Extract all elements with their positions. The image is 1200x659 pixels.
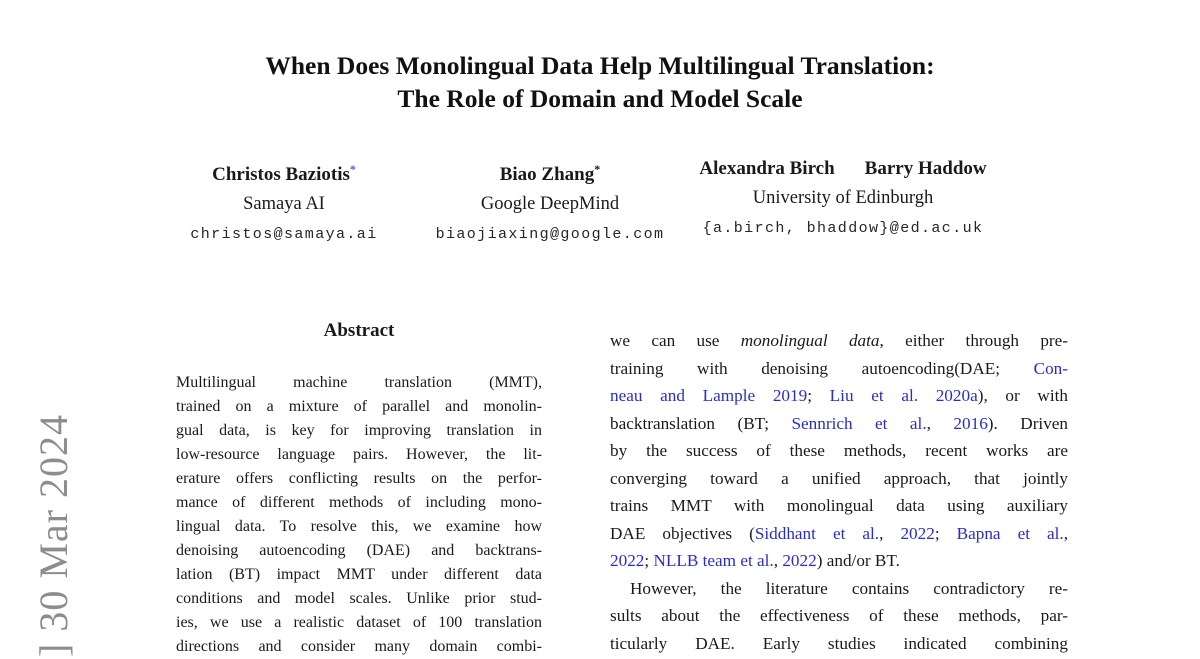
text-segment: trains MMT with monolingual data using auxiliary [610, 496, 1068, 515]
abstract-line: directions and consider many domain combi- [176, 638, 542, 655]
text-line [610, 602, 1068, 630]
italic-phrase: monolingual data [740, 331, 880, 350]
citation-link[interactable]: NLLB team et al. [653, 551, 774, 570]
text-segment: we can use [610, 331, 741, 350]
author-name-text: Christos Baziotis [212, 164, 350, 185]
paper-title-line-2: The Role of Domain and Model Scale [397, 84, 803, 113]
author-name-row [436, 158, 665, 186]
abstract-line: denoising autoencoding (DAE) and backtrans- [176, 542, 542, 559]
citation-link[interactable]: Bapna et al. [956, 523, 1064, 543]
text-segment: ; [644, 551, 654, 570]
author-affiliation: University of Edinburgh [752, 188, 934, 208]
text-line [610, 520, 1068, 548]
footnote-asterisk[interactable]: * [349, 162, 356, 176]
footnote-asterisk: * [594, 162, 601, 176]
citation-link[interactable]: 2022 [782, 551, 817, 570]
author-name-text: Biao Zhang [499, 164, 595, 185]
author-email: biaojiaxing@google.com [435, 226, 665, 243]
text-segment: sults about the effectiveness of these methods, par- [610, 606, 1068, 625]
paper-title-line-1: When Does Monolingual Data Help Multilingual Translation: [265, 51, 935, 80]
citation-link[interactable]: neau and Lample 2019 [610, 386, 808, 405]
text-line [610, 327, 1068, 355]
abstract-line: conditions and model scales. Unlike prior stud- [176, 590, 542, 607]
text-segment: ), or with [977, 386, 1068, 405]
author-affiliation: Google DeepMind [480, 194, 620, 214]
text-segment: ticularly DAE. Early studies indicated combining [610, 633, 1068, 653]
author-block-zhang [436, 158, 665, 243]
abstract-line: lation (BT) impact MMT under different data [176, 566, 542, 583]
author-email: {a.birch, bhaddow}@ed.ac.uk [702, 220, 984, 237]
text-segment: , [1063, 523, 1069, 543]
text-segment: by the success of these methods, recent works are [610, 441, 1068, 460]
citation-link[interactable]: Con- [1033, 358, 1068, 378]
text-segment: converging toward a unified approach, that jointly [610, 468, 1068, 488]
abstract-line: Multilingual machine translation (MMT), [176, 374, 542, 391]
citation-link[interactable]: 2016 [953, 413, 988, 433]
text-segment: backtranslation (BT; [610, 413, 792, 433]
watermark-partial-bracket: ] [31, 642, 76, 657]
abstract-line: mance of different methods of including mono- [176, 494, 542, 511]
text-line [610, 410, 1068, 438]
text-line [610, 382, 1068, 410]
text-segment: ; [807, 386, 830, 405]
text-segment: However, the literature contains contradictory re- [630, 578, 1068, 598]
text-line [610, 630, 1068, 658]
text-line [610, 465, 1068, 493]
arxiv-date-watermark [30, 414, 78, 657]
author-name [500, 158, 601, 186]
text-line [610, 547, 1068, 575]
author-block-baziotis [190, 158, 377, 243]
text-segment: , either through pre- [879, 331, 1068, 350]
text-segment: ). Driven [987, 413, 1069, 433]
author-name-row [699, 158, 986, 180]
citation-link[interactable]: Liu et al. 2020a [829, 386, 978, 405]
abstract-paragraph [176, 371, 542, 659]
abstract-heading: Abstract [323, 320, 395, 341]
citation-link[interactable]: 2022 [900, 523, 935, 543]
author-name [212, 158, 356, 186]
citation-link[interactable]: Siddhant et al. [754, 523, 880, 543]
text-segment: ; [934, 523, 957, 543]
text-line [610, 355, 1068, 383]
text-line [610, 437, 1068, 465]
citation-link[interactable]: Sennrich et al. [791, 413, 927, 433]
abstract-line: gual data, is key for improving translation in [176, 422, 542, 439]
author-email: christos@samaya.ai [190, 226, 378, 243]
paper-title [0, 49, 1200, 115]
citation-link[interactable]: 2022 [610, 551, 645, 570]
text-segment: ) and/or BT. [816, 551, 900, 570]
text-segment: training with denoising autoencoding(DAE; [610, 358, 1034, 378]
abstract-line: lingual data. To resolve this, we examine how [176, 518, 542, 535]
author-name: Alexandra Birch [699, 158, 835, 179]
text-segment: , [926, 413, 954, 433]
author-affiliation: Samaya AI [243, 194, 325, 214]
author-block-edinburgh [699, 158, 986, 237]
abstract-line: low-resource language pairs. However, the lit- [176, 446, 542, 463]
intro-column [610, 327, 1068, 657]
abstract-line: trained on a mixture of parallel and monolin- [176, 398, 542, 415]
text-segment: , [879, 523, 901, 543]
text-line [610, 575, 1068, 603]
text-segment: DAE objectives ( [610, 523, 755, 543]
abstract-line: erature offers conflicting results on the perfor- [176, 470, 542, 487]
text-line [610, 492, 1068, 520]
author-name: Barry Haddow [864, 158, 987, 179]
watermark-date-text: 30 Mar 2024 [31, 414, 76, 643]
author-name-row [190, 158, 377, 186]
abstract-line: ies, we use a realistic dataset of 100 translation [176, 614, 542, 631]
text-segment: , [773, 551, 783, 570]
